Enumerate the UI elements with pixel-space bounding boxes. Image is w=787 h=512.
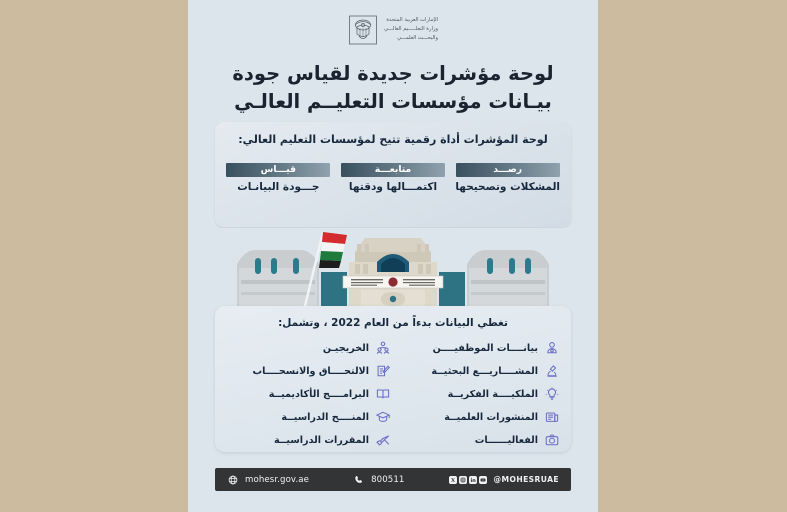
linkedin-icon[interactable] <box>469 476 477 484</box>
scope-item-label: الملكيــــة الفكريــة <box>447 388 538 400</box>
scope-item-label: الفعاليــــــات <box>474 434 538 446</box>
capability-monitor-sub: المشكلات وتصحيحها <box>455 181 560 193</box>
camera-icon <box>545 433 559 447</box>
globe-icon <box>227 474 238 485</box>
capability-monitor-tag: رصـــد <box>456 163 560 177</box>
social-icons[interactable] <box>449 476 487 484</box>
scope-item-intellectual-property <box>396 384 559 404</box>
scope-item-employee-data <box>396 338 559 358</box>
scope-item-research-projects <box>396 361 559 381</box>
newspaper-icon <box>545 410 559 424</box>
logo-line-1: الإمارات العربية المتحدة <box>386 17 438 24</box>
website-url[interactable]: mohesr.gov.ae <box>245 474 310 485</box>
phone-number[interactable]: 800511 <box>371 474 405 485</box>
logo-line-2: وزارة التعلـــــيم العالـــي <box>384 26 438 33</box>
capability-followup <box>338 157 449 193</box>
graduates-icon <box>376 341 390 355</box>
capabilities-heading: لوحة المؤشرات أداة رقمية تتيح لمؤسسات التعليم العالي: <box>238 133 548 146</box>
lightbulb-icon <box>545 387 559 401</box>
scope-item-label: بيانــــات الموظفيــــن <box>432 342 538 354</box>
scope-item-enrollment-withdrawal <box>227 361 390 381</box>
instagram-icon[interactable] <box>459 476 467 484</box>
contact-footer-bar <box>215 468 571 491</box>
enrollment-icon <box>376 364 390 378</box>
ministry-logo-text <box>384 17 438 42</box>
capability-monitor <box>452 157 563 193</box>
scope-item-label: الخريجيـن <box>322 342 369 354</box>
employee-icon <box>545 341 559 355</box>
uae-falcon-emblem-icon <box>348 14 378 46</box>
scope-item-label: المشــــاريـــع البحثيــة <box>431 365 538 377</box>
website-group[interactable] <box>227 474 309 485</box>
social-handle-text[interactable]: @MOHESRUAE <box>493 475 559 484</box>
phone-group[interactable] <box>353 474 404 485</box>
capabilities-panel <box>215 122 571 227</box>
ministry-building-illustration <box>215 228 571 314</box>
graduation-cap-icon <box>376 410 390 424</box>
title-line-2: بيـانات مؤسسات التعليــم العالـي <box>234 89 552 113</box>
data-scope-grid <box>227 338 559 450</box>
scope-item-scientific-publications <box>396 407 559 427</box>
scope-item-scholarships <box>227 407 390 427</box>
phone-icon <box>353 474 364 485</box>
capability-followup-sub: اكتمـــالها ودقتها <box>348 181 438 193</box>
social-handle-group[interactable] <box>449 475 559 484</box>
teaching-hand-icon <box>376 433 390 447</box>
data-scope-heading: تغطي البيانات بدءاً من العام 2022 ، وتشمل: <box>278 317 508 329</box>
capabilities-list <box>223 157 563 193</box>
scope-item-label: المنشورات العلميــة <box>444 411 538 423</box>
scope-item-label: البرامــــج الأكاديميــة <box>268 388 369 400</box>
capability-followup-tag: متابعـــة <box>341 163 445 177</box>
title-line-1: لوحة مؤشرات جديدة لقياس جودة <box>232 62 554 85</box>
capability-measure-tag: قيـــاس <box>226 163 330 177</box>
capability-measure-sub: جـــودة البيانـات <box>237 181 320 193</box>
poster <box>188 0 598 512</box>
open-book-icon <box>376 387 390 401</box>
x-icon[interactable] <box>449 476 457 484</box>
logo-line-3: والبحـــث العلمـــي <box>397 34 438 41</box>
scope-item-label: الالتحــــاق والانسحــــاب <box>252 365 369 377</box>
ministry-building-photo <box>215 228 571 314</box>
scope-item-academic-programs <box>227 384 390 404</box>
scope-item-courses <box>227 430 390 450</box>
data-scope-panel <box>215 306 571 452</box>
poster-title <box>216 60 570 115</box>
scope-item-label: المنــــح الدراسيــة <box>281 411 369 423</box>
youtube-icon[interactable] <box>479 476 487 484</box>
capability-measure <box>223 157 334 193</box>
ministry-logo <box>188 14 598 46</box>
microscope-icon <box>545 364 559 378</box>
scope-item-events <box>396 430 559 450</box>
scope-item-graduates <box>227 338 390 358</box>
scope-item-label: المقررات الدراسيــة <box>274 434 369 446</box>
